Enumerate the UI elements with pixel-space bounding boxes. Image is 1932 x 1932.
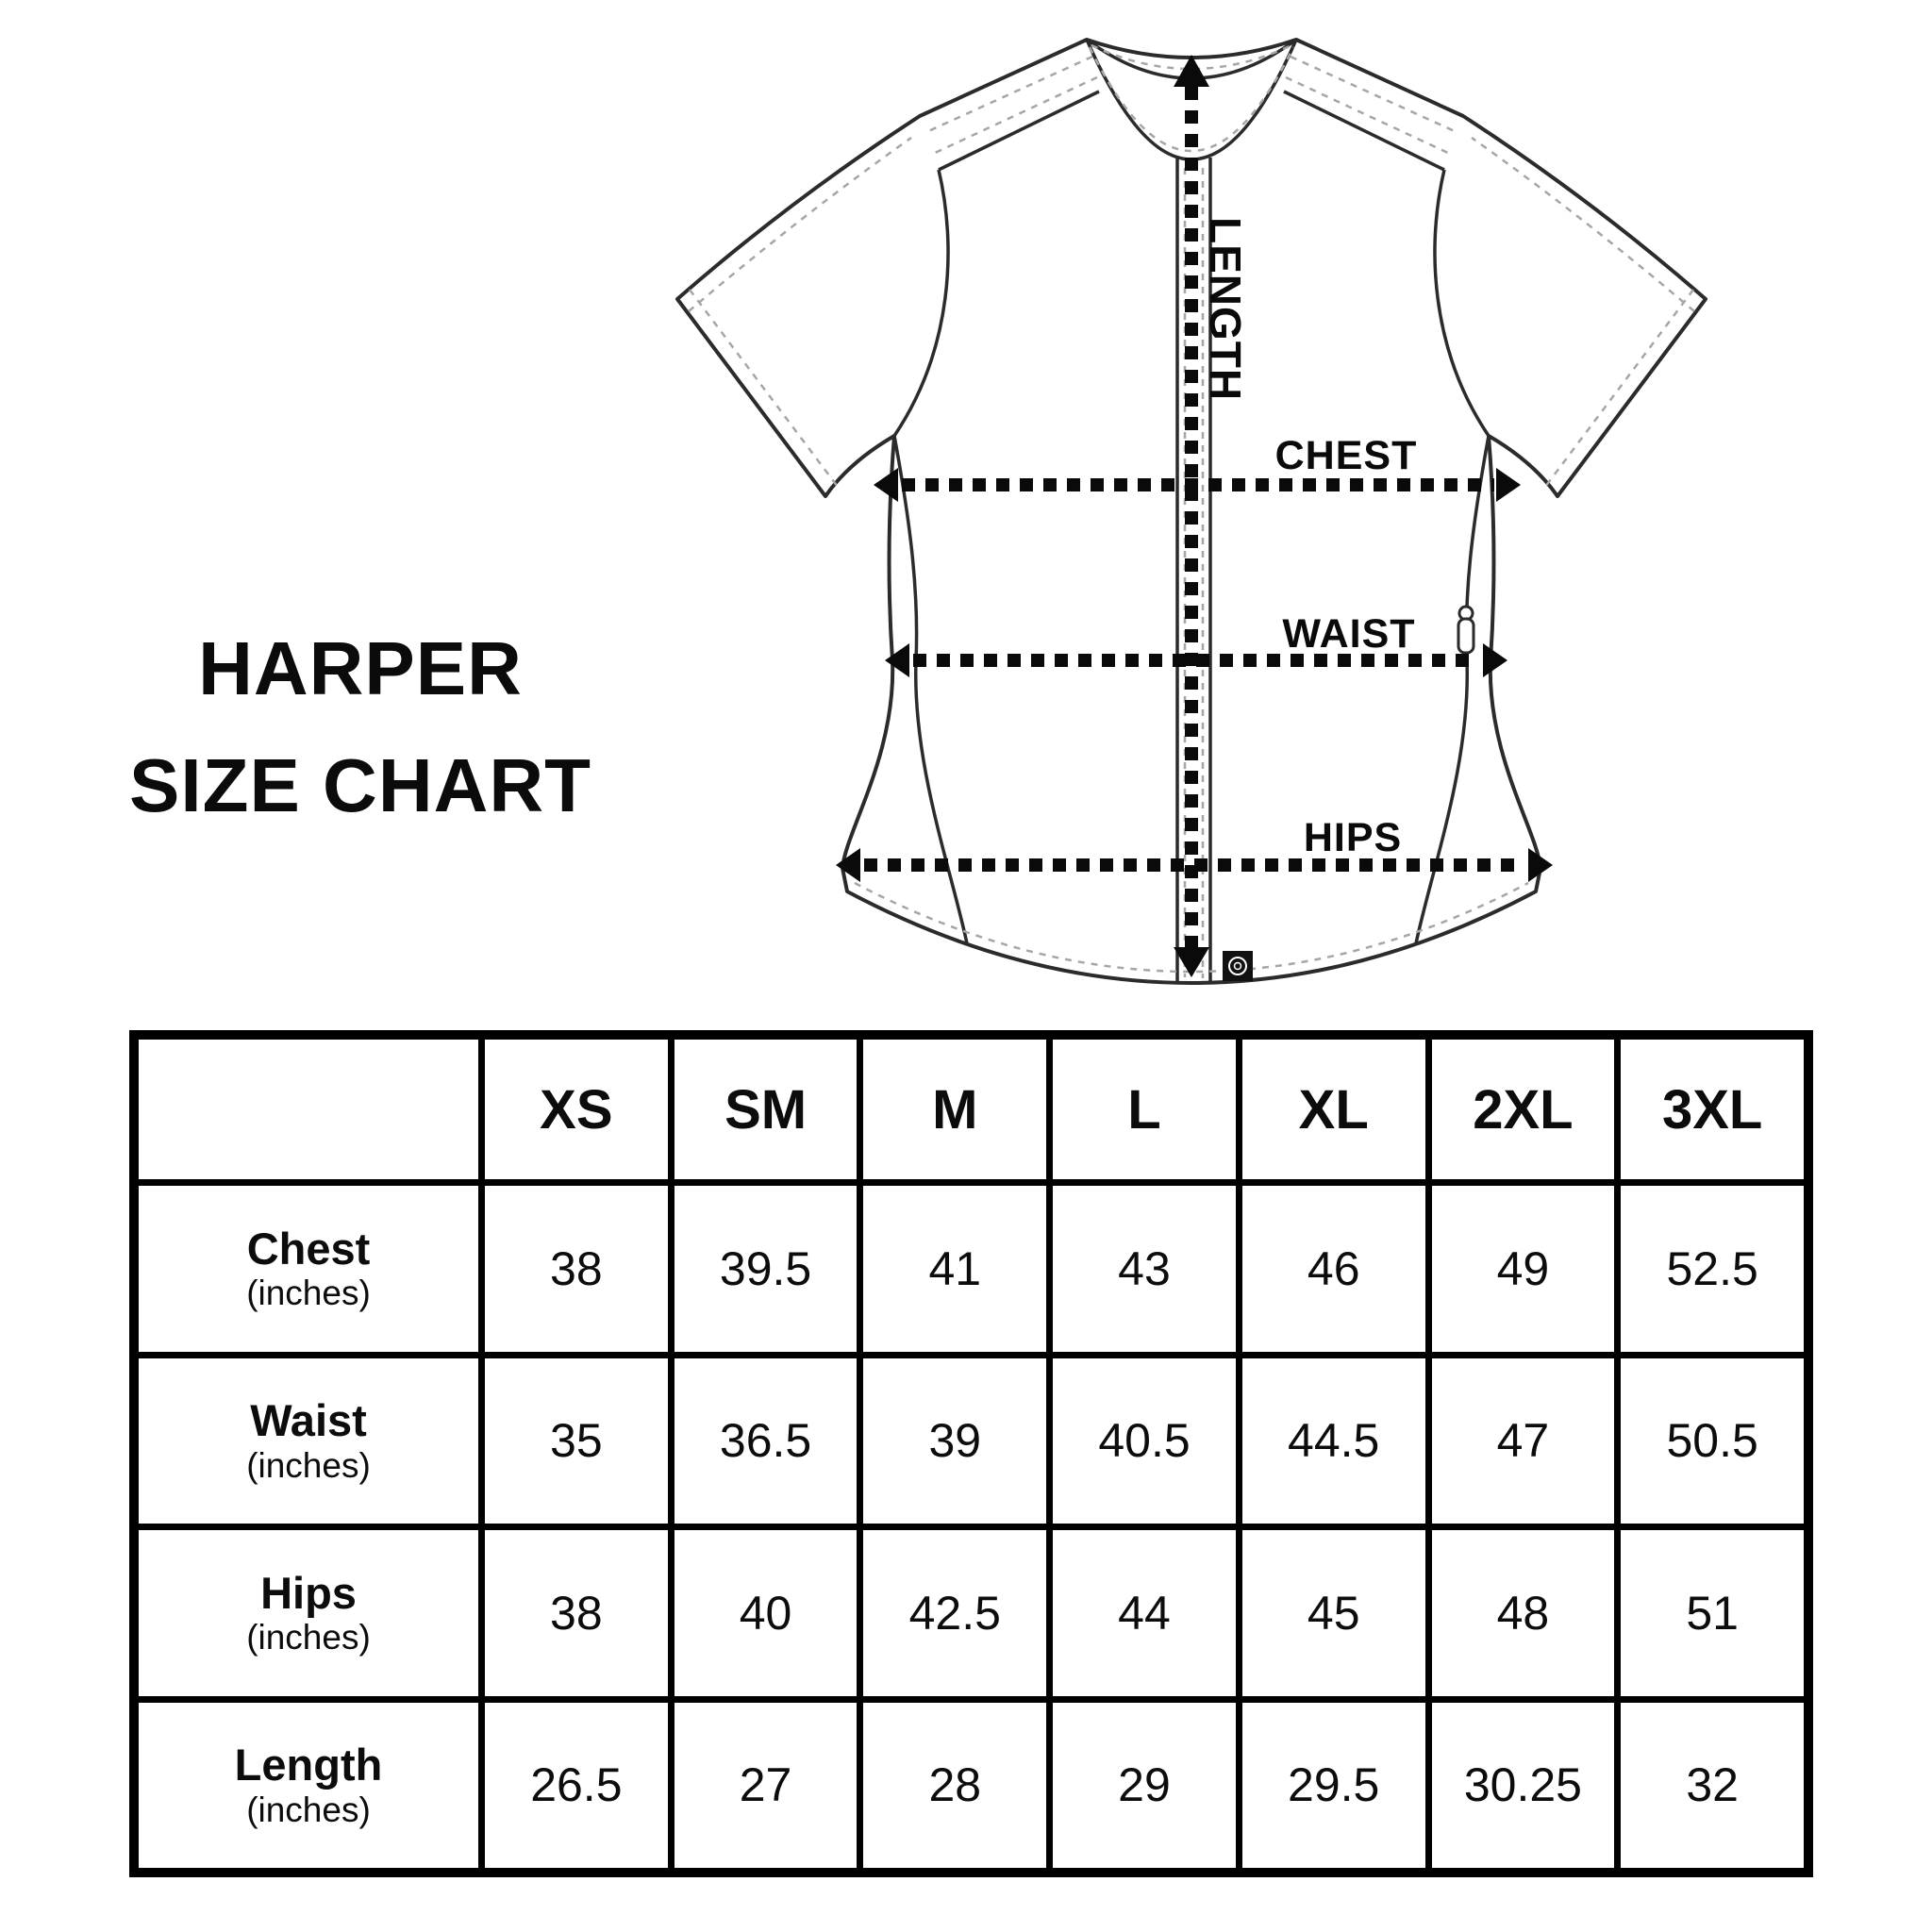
length-3xl-value: 32 (1621, 1703, 1804, 1869)
page-title-line1: HARPER (198, 626, 523, 710)
column-header-2xl: 2XL (1432, 1040, 1615, 1179)
hips-m-value: 42.5 (863, 1530, 1046, 1696)
chest-label: CHEST (1274, 433, 1418, 478)
row-header-chest (139, 1186, 478, 1352)
waist-l-value: 40.5 (1053, 1358, 1236, 1524)
chest-m-value: 41 (863, 1186, 1046, 1352)
column-header-3xl: 3XL (1621, 1040, 1804, 1179)
hips-3xl-value: 51 (1621, 1530, 1804, 1696)
hips-2xl-value: 48 (1432, 1530, 1615, 1696)
table-corner-cell (139, 1040, 478, 1179)
waist-xs-value: 35 (485, 1358, 668, 1524)
row-header-waist (139, 1358, 478, 1524)
chest-3xl-value: 52.5 (1621, 1186, 1804, 1352)
column-header-xs: XS (485, 1040, 668, 1179)
length-2xl-value: 30.25 (1432, 1703, 1615, 1869)
row-label-hips: Hips (260, 1567, 357, 1618)
row-sublabel-chest: (inches) (246, 1274, 371, 1313)
hips-xs-value: 38 (485, 1530, 668, 1696)
length-sm-value: 27 (675, 1703, 858, 1869)
waist-3xl-value: 50.5 (1621, 1358, 1804, 1524)
length-l-value: 29 (1053, 1703, 1236, 1869)
waist-sm-value: 36.5 (675, 1358, 858, 1524)
hips-xl-value: 45 (1242, 1530, 1425, 1696)
length-m-value: 28 (863, 1703, 1046, 1869)
chest-xl-value: 46 (1242, 1186, 1425, 1352)
row-sublabel-waist: (inches) (246, 1445, 371, 1485)
chest-2xl-value: 49 (1432, 1186, 1615, 1352)
column-header-xl: XL (1242, 1040, 1425, 1179)
waist-m-value: 39 (863, 1358, 1046, 1524)
hips-sm-value: 40 (675, 1530, 858, 1696)
size-table (129, 1030, 1813, 1877)
row-label-chest: Chest (246, 1223, 371, 1274)
length-label: LENGTH (1201, 217, 1250, 402)
length-xs-value: 26.5 (485, 1703, 668, 1869)
zipper-pull-icon (1458, 607, 1474, 653)
column-header-m: M (863, 1040, 1046, 1179)
hips-l-value: 44 (1053, 1530, 1236, 1696)
waist-label: WAIST (1282, 611, 1416, 657)
row-sublabel-hips: (inches) (246, 1618, 371, 1657)
chest-sm-value: 39.5 (675, 1186, 858, 1352)
row-header-hips (139, 1530, 478, 1696)
waist-2xl-value: 47 (1432, 1358, 1615, 1524)
column-header-sm: SM (675, 1040, 858, 1179)
hem-tag-icon (1223, 951, 1253, 981)
hips-label: HIPS (1303, 815, 1403, 860)
page-title (106, 626, 615, 827)
row-label-waist: Waist (250, 1395, 367, 1446)
page-title-line2: SIZE CHART (129, 743, 591, 827)
row-sublabel-length: (inches) (246, 1790, 371, 1829)
chest-l-value: 43 (1053, 1186, 1236, 1352)
chest-xs-value: 38 (485, 1186, 668, 1352)
length-xl-value: 29.5 (1242, 1703, 1425, 1869)
row-header-length (139, 1703, 478, 1869)
column-header-l: L (1053, 1040, 1236, 1179)
row-label-length: Length (234, 1740, 383, 1790)
waist-xl-value: 44.5 (1242, 1358, 1425, 1524)
